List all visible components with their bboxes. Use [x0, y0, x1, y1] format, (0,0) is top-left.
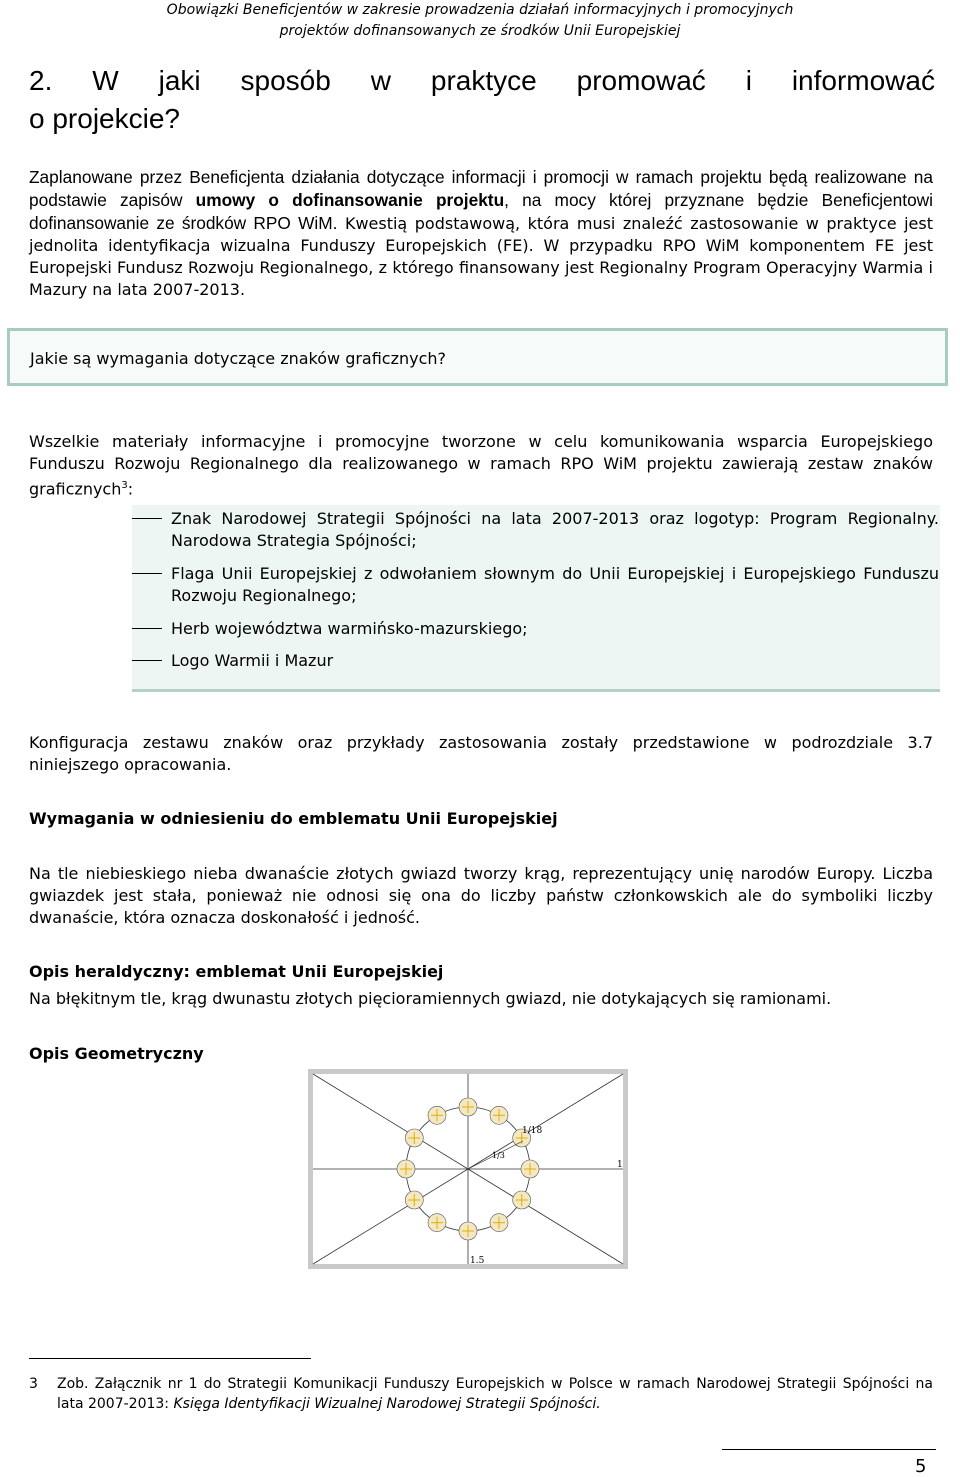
- footnote-text-italic: Księga Identyfikacji Wizualnej Narodowej Strategii Spójności.: [173, 1396, 601, 1412]
- running-header-line2: projektów dofinansowanych ze środków Unii Europejskiej: [279, 23, 681, 39]
- running-header-line1: Obowiązki Beneficjentów w zakresie prowadzenia działań informacyjnych i promocyjnych: [166, 2, 794, 18]
- label-1: 1: [617, 1160, 623, 1170]
- page-number: 5: [915, 1456, 927, 1477]
- dash-bullet: [132, 573, 162, 574]
- emblem-paragraph: Na tle niebieskiego nieba dwanaście złotych gwiazd tworzy krąg, reprezentujący unię narodów Europy. Liczba gwiazdek jest stała, ponieważ nie odnosi się ona do liczby państw członkowskich ale do symboliki liczby dwanaście, która oznacza doskonałość i jedność.: [29, 864, 933, 927]
- label-1-5: 1.5: [470, 1256, 485, 1266]
- materials-paragraph: [29, 431, 933, 500]
- eu-flag-geometry-diagram: [308, 1069, 628, 1269]
- dash-bullet: [132, 628, 162, 629]
- dash-bullet: [132, 518, 162, 519]
- intro-part3: Kwestią podstawową, która musi znaleźć zastosowanie w praktyce jest jednolita identyfikacja wizualna Funduszy Europejskich (FE). W przypadku RPO WiM komponentem FE jest Europejski Fundusz Rozwoju Regionalnego, z którego finansowany jest Regionalny Program Operacyjny Warmia i Mazury na lata 2007-2013.: [29, 214, 934, 299]
- question-text: Jakie są wymagania dotyczące znaków graficznych?: [30, 349, 447, 368]
- footnote-ref: 3: [121, 480, 128, 491]
- section-title: [29, 62, 935, 138]
- list-item-text: Znak Narodowej Strategii Spójności na lata 2007-2013 oraz logotyp: Program Regionalny. Narodowa Strategia Spójności;: [171, 509, 939, 550]
- intro-contract-bold: umowy o dofinansowanie projektu: [195, 190, 505, 210]
- list-item-text: Herb województwa warmińsko-mazurskiego;: [171, 619, 528, 638]
- intro-part1: Zaplanowane przez Beneficjenta działania dotyczące informacji i promocji w ramach projektu będą realizowane na podstawie zapisów: [29, 167, 933, 210]
- footnote-text: [57, 1374, 933, 1414]
- footnote-number: 3: [29, 1376, 38, 1392]
- heraldic-heading: Opis heraldyczny: emblemat Unii Europejskiej: [29, 962, 444, 981]
- heraldic-paragraph: Na błękitnym tle, krąg dwunastu złotych pięcioramiennych gwiazd, nie dotykających się ramionami.: [29, 989, 832, 1008]
- geometric-heading: Opis Geometryczny: [29, 1044, 204, 1063]
- label-1-18: 1/18: [522, 1126, 543, 1136]
- footnote-separator: [29, 1358, 311, 1359]
- requirements-list: [132, 505, 940, 692]
- dash-bullet: [132, 660, 162, 661]
- section-title-line2: o projekcie?: [29, 103, 180, 134]
- footnote-text-plain: Zob. Załącznik nr 1 do Strategii Komunikacji Funduszy Europejskich w Polsce w ramach Narodowej Strategii Spójności na lata 2007-2013:: [57, 1376, 933, 1412]
- intro-part2: , na mocy której przyznane będzie Beneficjentowi dofinansowanie ze środków RPO WiM.: [29, 190, 934, 233]
- section-title-line1: 2. W jaki sposób w praktyce promować i informować: [29, 65, 935, 96]
- materials-suffix: :: [127, 479, 134, 499]
- label-1-3: 1/3: [492, 1151, 505, 1160]
- config-paragraph: Konfiguracja zestawu znaków oraz przykłady zastosowania zostały przedstawione w podrozdziale 3.7 niniejszego opracowania.: [29, 733, 933, 774]
- list-item-text: Logo Warmii i Mazur: [171, 651, 334, 670]
- question-box: [7, 328, 948, 386]
- intro-paragraph: [29, 166, 933, 301]
- page-number-rule: [722, 1449, 936, 1450]
- materials-text: Wszelkie materiały informacyjne i promocyjne tworzone w celu komunikowania wsparcia Europejskiego Funduszu Rozwoju Regionalnego dla realizowanego w ramach RPO WiM projektu zawierają zestaw znaków graficznych: [29, 432, 933, 499]
- list-item-text: Flaga Unii Europejskiej z odwołaniem słownym do Unii Europejskiej i Europejskiego Funduszu Rozwoju Regionalnego;: [171, 564, 939, 605]
- emblem-heading: Wymagania w odniesieniu do emblematu Unii Europejskiej: [29, 809, 558, 828]
